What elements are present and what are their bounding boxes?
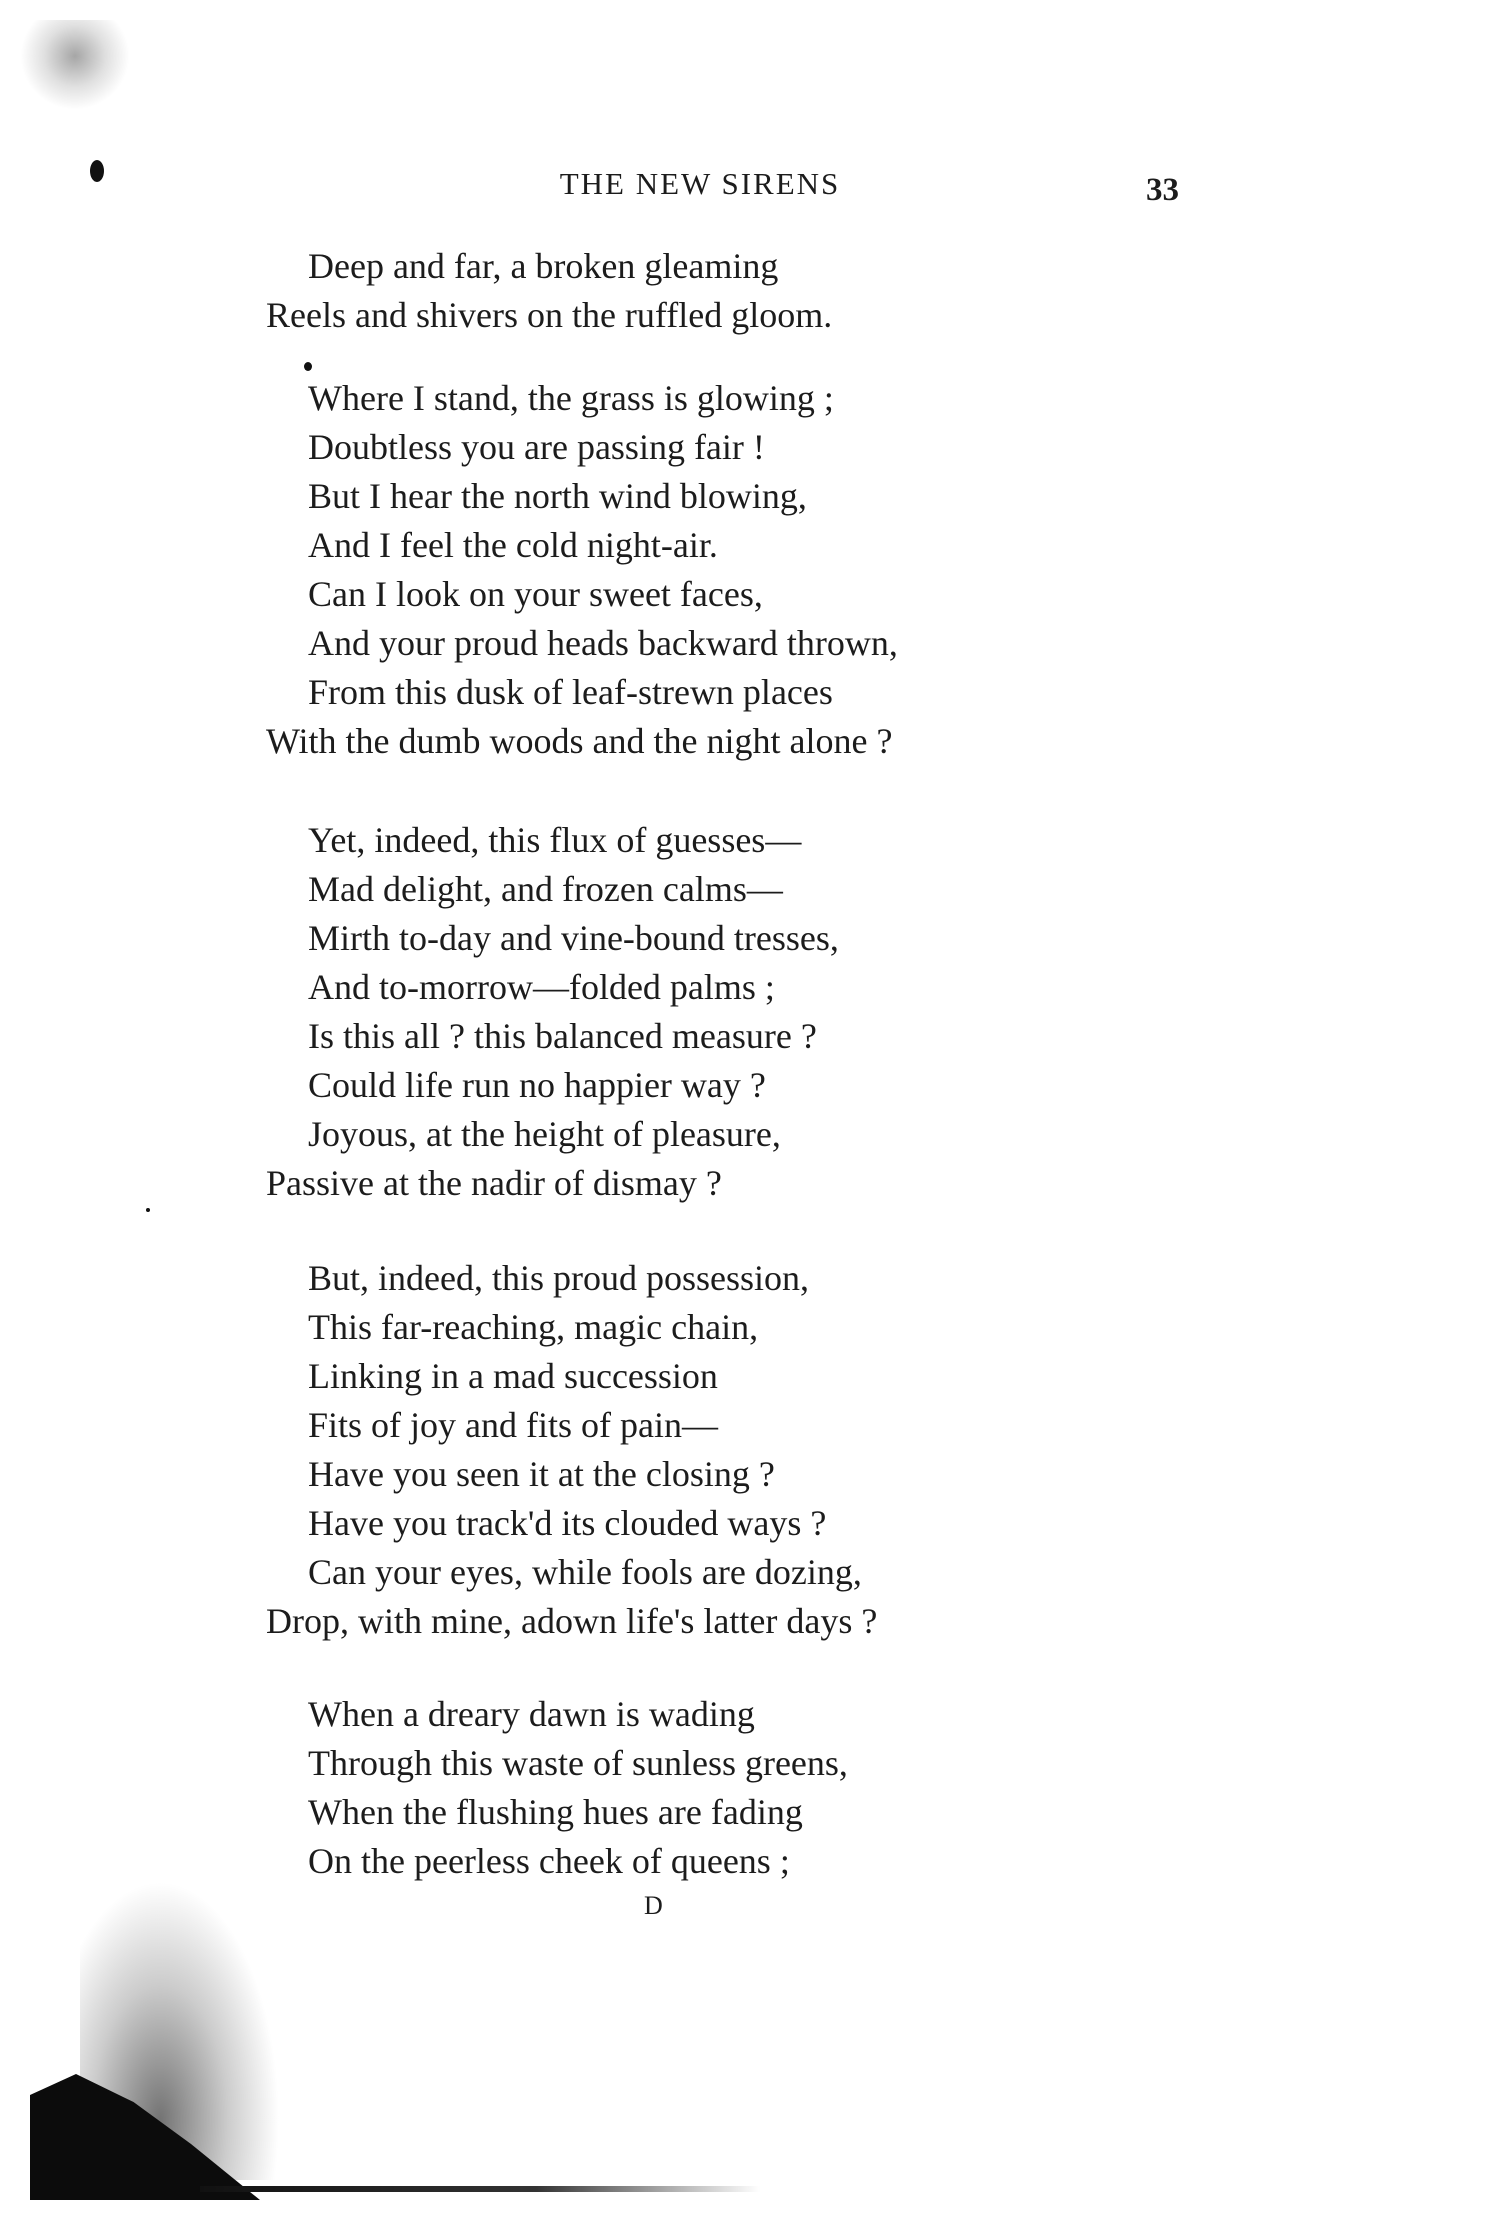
ink-blot (304, 362, 312, 371)
poem-line: This far-reaching, magic chain, (308, 1307, 759, 1347)
poem-line: Can your eyes, while fools are dozing, (308, 1552, 862, 1592)
signature-mark: D (644, 1891, 664, 1920)
poem-line: And I feel the cold night-air. (308, 525, 718, 565)
poem-line: Passive at the nadir of dismay ? (266, 1163, 722, 1203)
poem-line: Mirth to-day and vine-bound tresses, (308, 918, 839, 958)
poem-line: Can I look on your sweet faces, (308, 574, 763, 614)
running-title: THE NEW SIRENS (559, 166, 841, 201)
poem-line: Drop, with mine, adown life's latter days ? (266, 1601, 878, 1641)
poem-line: When a dreary dawn is wading (308, 1694, 755, 1734)
poem-line: And to-morrow—folded palms ; (308, 967, 775, 1007)
stanza (266, 374, 898, 766)
poem-line: Joyous, at the height of pleasure, (308, 1114, 781, 1154)
ink-blot (90, 160, 104, 182)
poem-line: Mad delight, and frozen calms— (308, 869, 783, 909)
poem-line: And your proud heads backward thrown, (308, 623, 898, 663)
poem-line: Have you track'd its clouded ways ? (308, 1503, 827, 1543)
stanza (266, 1254, 877, 1646)
poem-line: Have you seen it at the closing ? (308, 1454, 775, 1494)
poem-line: From this dusk of leaf-strewn places (308, 672, 833, 712)
poem-line: Through this waste of sunless greens, (308, 1743, 848, 1783)
poem-line: Fits of joy and fits of pain— (308, 1405, 718, 1445)
poem-line: Is this all ? this balanced measure ? (308, 1016, 817, 1056)
ink-blot (146, 1208, 150, 1212)
poem-line: When the flushing hues are fading (308, 1792, 803, 1832)
scan-shadow (200, 2186, 760, 2192)
stanza (266, 1690, 848, 1886)
poem-line: But I hear the north wind blowing, (308, 476, 807, 516)
poem-line: Could life run no happier way ? (308, 1065, 766, 1105)
poem-line: Doubtless you are passing fair ! (308, 427, 765, 467)
poem-line: But, indeed, this proud possession, (308, 1258, 809, 1298)
poem-line: Reels and shivers on the ruffled gloom. (266, 295, 833, 335)
page-number: 33 (1146, 172, 1179, 208)
poem-line: Linking in a mad succession (308, 1356, 718, 1396)
poem-line: Where I stand, the grass is glowing ; (308, 378, 834, 418)
poem-line: With the dumb woods and the night alone ? (266, 721, 893, 761)
poem-line: Deep and far, a broken gleaming (308, 246, 779, 286)
scan-speckle (20, 20, 130, 110)
stanza (266, 816, 839, 1208)
poem-line: Yet, indeed, this flux of guesses— (308, 820, 802, 860)
stanza (266, 242, 832, 340)
poem-line: On the peerless cheek of queens ; (308, 1841, 790, 1881)
